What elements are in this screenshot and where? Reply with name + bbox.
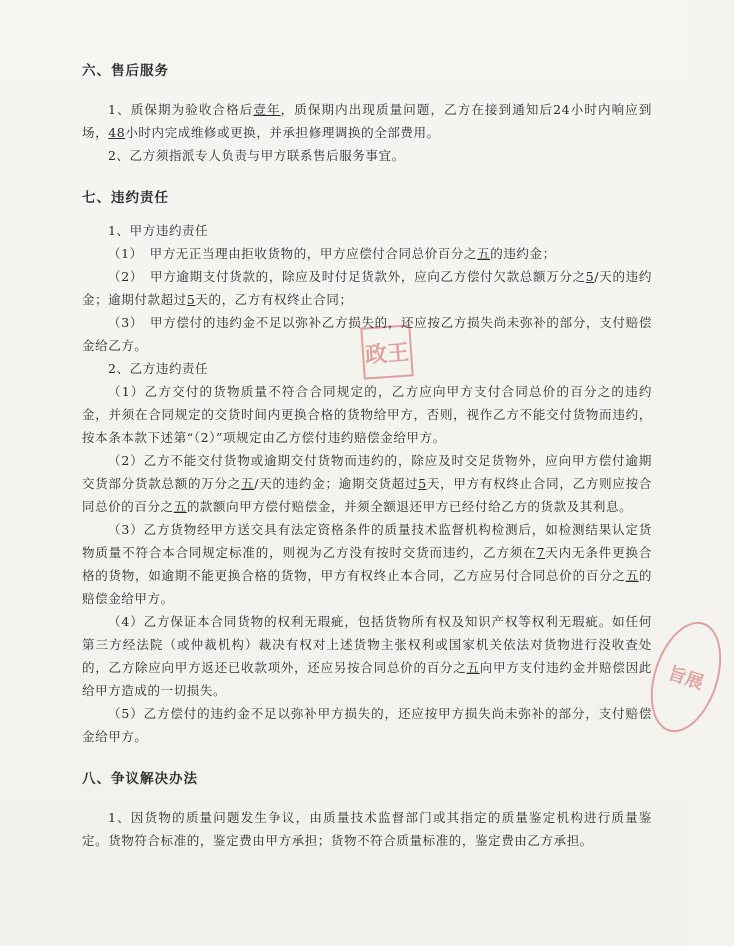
clause: （4）乙方保证本合同货物的权利无瑕疵，包括货物所有权及知识产权等权利无瑕疵。如任何第三方经法院（或仲裁机构）裁决有权对上述货物主张权利或国家机关依法对货物进行没收查处的，乙方除应向甲方返还已收款项外，还应另按合同总价的百分之五向甲方支付违约金并赔偿因此给甲方造成的一切损失。 bbox=[82, 614, 652, 698]
document-body bbox=[82, 60, 652, 852]
subsection-title: 1、甲方违约责任 bbox=[108, 223, 209, 238]
seal-text: 政王 bbox=[364, 338, 410, 369]
section-title-dispute: 八、争议解决办法 bbox=[82, 771, 198, 787]
clause: （2） 甲方逾期支付货款的，除应及时付足货款外，应向乙方偿付欠款总额万分之5/天的违约金；逾期付款超过5天的，乙方有权终止合同； bbox=[82, 269, 652, 307]
section-title-after-sales: 六、售后服务 bbox=[82, 63, 169, 79]
clause: （3）乙方货物经甲方送交具有法定资格条件的质量技术监督机构检测后，如检测结果认定货物质量不符合本合同规定标准的，则视为乙方没有按时交货而违约，乙方须在7天内无条件更换合格的货物，如逾期不能更换合格的货物，甲方有权终止本合同，乙方应另付合同总价的百分之五的赔偿金给甲方。 bbox=[82, 522, 652, 606]
clause: （3） 甲方偿付的违约金不足以弥补乙方损失的，还应按乙方损失尚未弥补的部分，支付赔偿金给乙方。 bbox=[82, 315, 652, 353]
paragraph: 1、因货物的质量问题发生争议，由质量技术监督部门或其指定的质量鉴定机构进行质量鉴定。货物符合标准的，鉴定费由甲方承担；货物不符合质量标准的，鉴定费由乙方承担。 bbox=[82, 810, 652, 848]
clause: （2）乙方不能交付货物或逾期交付货物而违约的，除应及时交足货物外，应向甲方偿付逾期交货部分货款总额的万分之五/天的违约金；逾期交货超过5天，甲方有权终止合同，乙方则应按合同总价的百分之五的款额向甲方偿付赔偿金，并须全额退还甲方已经付给乙方的货款及其利息。 bbox=[82, 453, 652, 514]
paragraph: 1、质保期为验收合格后壹年，质保期内出现质量问题，乙方在接到通知后24小时内响应到场，48小时内完成维修或更换，并承担修理调换的全部费用。 bbox=[82, 102, 652, 140]
red-seal-stamp-edge bbox=[638, 613, 734, 741]
clause: （1）乙方交付的货物质量不符合合同规定的，乙方应向甲方支付合同总价的百分之的违约金，并须在合同规定的交货时间内更换合格的货物给甲方，否则，视作乙方不能交付货物而违约，按本条本款下述第“（2）”项规定由乙方偿付违约赔偿金给甲方。 bbox=[82, 384, 652, 445]
paragraph: 2、乙方须指派专人负责与甲方联系售后服务事宜。 bbox=[108, 148, 405, 163]
seal-edge-text: 旨展 bbox=[665, 662, 706, 694]
clause: （5）乙方偿付的违约金不足以弥补甲方损失的，还应按甲方损失尚未弥补的部分，支付赔偿金给甲方。 bbox=[82, 706, 652, 744]
clause: （1） 甲方无正当理由拒收货物的，甲方应偿付合同总价百分之五的违约金； bbox=[108, 246, 556, 261]
subsection-title: 2、乙方违约责任 bbox=[108, 361, 209, 376]
section-title-liability: 七、违约责任 bbox=[82, 190, 169, 206]
